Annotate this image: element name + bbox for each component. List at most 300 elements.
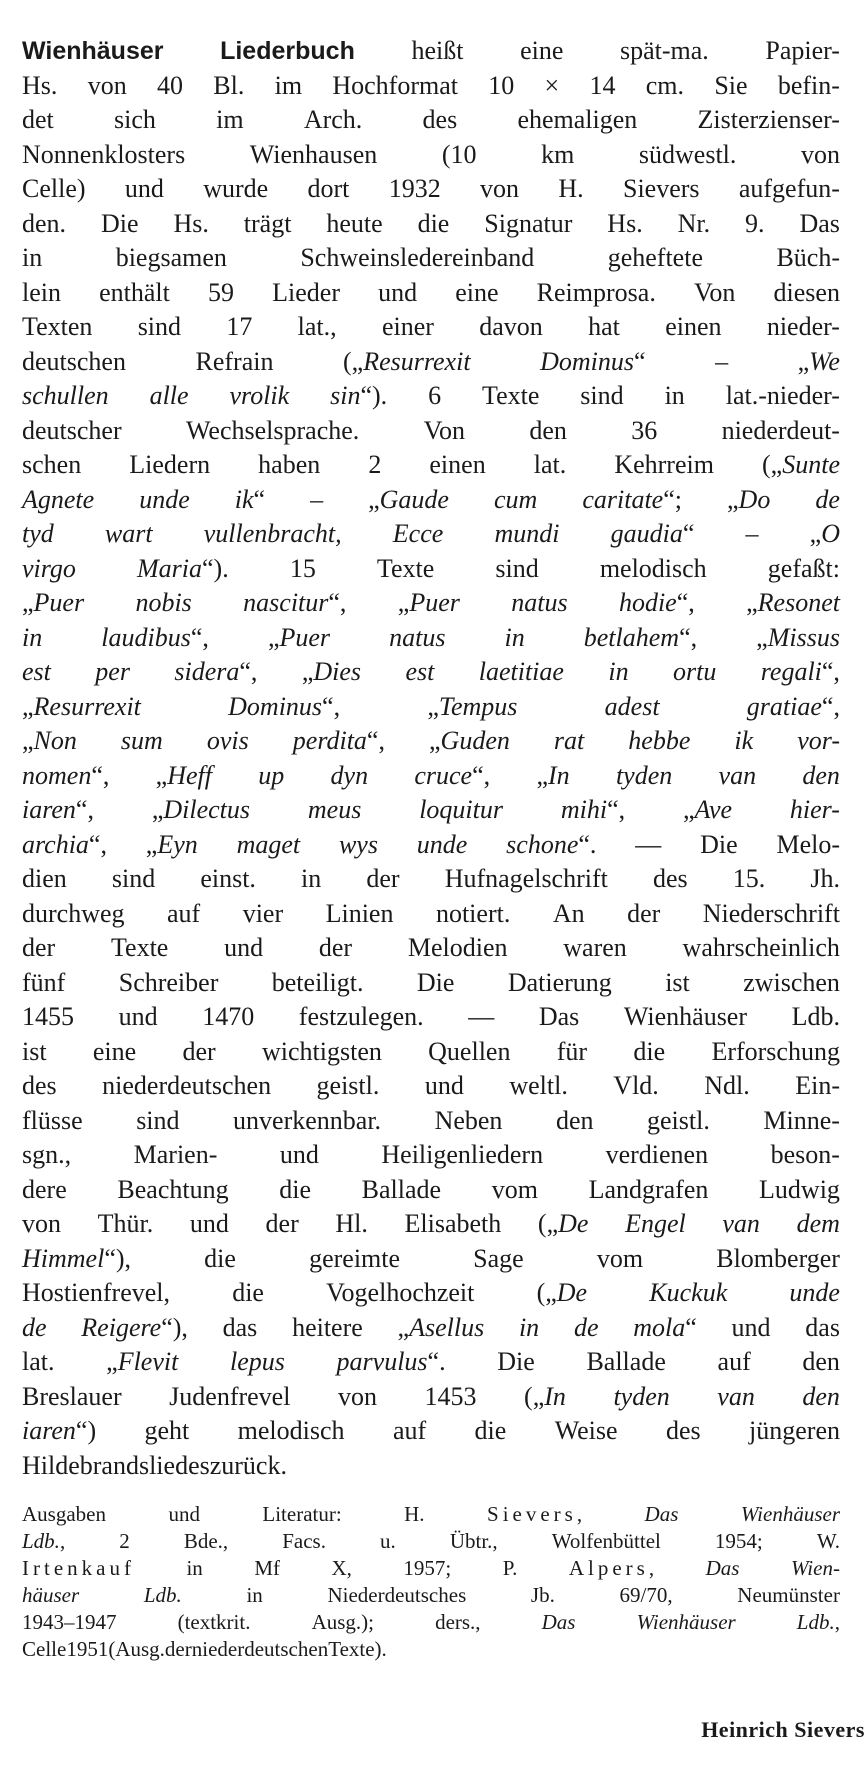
italic-text: cum	[494, 484, 538, 514]
plain-text: sgn.,	[22, 1140, 72, 1169]
word	[136, 1104, 179, 1139]
word	[98, 1207, 154, 1242]
word	[66, 1636, 108, 1663]
text-line	[22, 483, 840, 518]
plain-text: von	[22, 1209, 61, 1238]
plain-text: “.	[427, 1347, 446, 1376]
word	[715, 345, 728, 380]
plain-text: 10	[488, 70, 515, 100]
spaced-author-name: Sievers	[487, 1502, 577, 1526]
italic-text: gaudia	[610, 519, 683, 548]
plain-text: einen	[429, 450, 486, 479]
word	[22, 1609, 117, 1636]
word	[308, 172, 350, 207]
plain-text: Hs.	[173, 208, 209, 238]
word	[298, 310, 337, 345]
plain-text: Literatur:	[262, 1502, 342, 1526]
word	[480, 172, 519, 207]
word	[405, 1207, 502, 1242]
word	[428, 1035, 510, 1070]
plain-text: sich	[114, 105, 156, 134]
plain-text: trägt	[243, 208, 292, 238]
plain-text: diesen	[773, 277, 840, 307]
plain-text: Elisabeth	[404, 1209, 502, 1238]
plain-text: Lieder	[272, 277, 340, 307]
word	[81, 1311, 188, 1346]
word	[666, 1414, 701, 1449]
plain-text: des	[652, 864, 688, 893]
word	[756, 621, 840, 656]
plain-text: heißt	[411, 36, 464, 65]
plain-text: P.	[502, 1556, 518, 1580]
plain-text: „	[267, 622, 280, 652]
plain-text: in	[246, 1583, 263, 1607]
plain-text: sind	[137, 312, 182, 341]
plain-text: Melo-	[776, 829, 840, 859]
word	[190, 1207, 229, 1242]
word	[210, 1449, 287, 1484]
italic-text: Dilectus	[163, 795, 251, 824]
plain-text: vom	[491, 1174, 538, 1204]
plain-text: ,	[576, 1502, 583, 1526]
word	[254, 1555, 280, 1582]
italic-text: Ldb.	[143, 1583, 182, 1607]
italic-text: vrolik	[229, 381, 290, 410]
plain-text: 2	[119, 1529, 130, 1553]
plain-text: durchweg	[22, 898, 125, 928]
word	[790, 793, 840, 828]
plain-text: fünf	[22, 967, 66, 997]
plain-text: Ausgaben	[22, 1502, 106, 1526]
word	[101, 207, 139, 242]
italic-text: up	[258, 760, 285, 790]
word	[436, 897, 510, 932]
word	[243, 897, 283, 932]
text-line	[22, 241, 840, 276]
word	[508, 966, 612, 1001]
plain-text: 1455	[22, 1002, 74, 1031]
word	[718, 1345, 751, 1380]
word	[746, 586, 840, 621]
word	[230, 1345, 285, 1380]
word	[574, 1311, 599, 1346]
word	[429, 724, 510, 759]
plain-text: „	[368, 484, 380, 514]
word	[763, 1104, 840, 1139]
plain-text: Übtr.,	[449, 1529, 498, 1553]
plain-text: Minne-	[763, 1105, 840, 1135]
word	[580, 379, 623, 414]
italic-text: adest	[604, 691, 660, 721]
italic-text: Asellus	[409, 1312, 485, 1342]
plain-text: Wechselsprache.	[185, 415, 360, 445]
word	[411, 34, 463, 69]
plain-text: Hostienfrevel,	[22, 1278, 171, 1307]
word	[22, 1207, 61, 1242]
plain-text: 1453	[424, 1381, 477, 1411]
plain-text: –	[310, 484, 324, 514]
italic-text: Dominus	[228, 691, 323, 721]
plain-text: dort	[307, 174, 350, 203]
italic-text: hodie	[618, 588, 677, 617]
text-line	[22, 345, 840, 380]
word	[22, 1345, 55, 1380]
plain-text: eine	[520, 36, 564, 65]
plain-text: Wienhausen	[249, 139, 378, 169]
word	[268, 621, 330, 656]
plain-text: Neben	[434, 1105, 503, 1135]
word	[624, 1000, 747, 1035]
word	[608, 241, 703, 276]
italic-text: We	[809, 346, 840, 376]
word	[302, 655, 361, 690]
plain-text: einer	[381, 312, 434, 341]
word	[798, 345, 840, 380]
word	[511, 586, 567, 621]
plain-text: von	[800, 139, 840, 169]
word	[266, 1207, 299, 1242]
plain-text: Quellen	[428, 1036, 511, 1066]
plain-text: enthält	[99, 277, 170, 307]
plain-text: 17	[226, 312, 253, 341]
text-line	[22, 1449, 840, 1484]
word	[497, 1345, 535, 1380]
plain-text: auf	[717, 1347, 751, 1376]
italic-text: dyn	[330, 760, 369, 790]
word	[150, 379, 189, 414]
plain-text: spät-ma.	[619, 36, 709, 65]
word	[698, 103, 840, 138]
italic-text: häuser	[22, 1583, 80, 1607]
italic-text: Flevit	[117, 1347, 179, 1376]
word	[645, 1501, 679, 1528]
word	[569, 1555, 654, 1582]
italic-text: mola	[633, 1312, 686, 1342]
word	[106, 1345, 178, 1380]
italic-text: unde	[789, 1278, 840, 1307]
italic-text: den	[802, 760, 840, 790]
italic-text: rat	[553, 726, 585, 755]
word	[22, 1555, 135, 1582]
plain-text: Von	[423, 415, 466, 445]
word	[282, 1528, 326, 1555]
word	[112, 862, 155, 897]
word	[332, 69, 458, 104]
plain-text: die	[232, 1278, 264, 1307]
word	[537, 1276, 588, 1311]
plain-text: geistl.	[647, 1105, 710, 1135]
italic-text: Resonet	[757, 588, 840, 617]
word	[184, 1528, 228, 1555]
word	[22, 931, 55, 966]
plain-text: 15	[289, 553, 316, 583]
italic-text: Non	[33, 726, 77, 755]
plain-text: das	[805, 1312, 840, 1342]
word	[778, 69, 840, 104]
plain-text: das	[222, 1312, 258, 1342]
text-line	[22, 379, 840, 414]
word	[22, 1311, 47, 1346]
word	[479, 310, 543, 345]
italic-text: Puer	[279, 622, 331, 652]
word	[290, 552, 316, 587]
word	[542, 1609, 576, 1636]
word	[628, 724, 690, 759]
italic-text: unde	[416, 829, 468, 859]
plain-text: „	[155, 760, 168, 790]
plain-text: („	[537, 1209, 559, 1238]
word	[22, 759, 109, 794]
text-line	[22, 759, 840, 794]
text-line	[22, 552, 840, 587]
italic-text: sum	[120, 726, 163, 755]
word	[475, 1414, 507, 1449]
word	[22, 483, 94, 518]
text-line	[22, 1000, 840, 1035]
word	[93, 1035, 136, 1070]
word	[815, 483, 840, 518]
plain-text: und	[224, 933, 264, 962]
word	[537, 276, 656, 311]
word	[119, 1528, 130, 1555]
text-line	[22, 69, 840, 104]
italic-text: Puer	[409, 588, 460, 617]
text-line	[22, 172, 840, 207]
italic-text: tyd	[22, 519, 54, 548]
plain-text: Celle	[22, 1637, 67, 1661]
plain-text: „	[746, 588, 758, 617]
word	[146, 828, 198, 863]
italic-text: O	[821, 519, 840, 548]
italic-text: schullen	[22, 381, 109, 410]
word	[741, 1501, 840, 1528]
italic-text: archia	[22, 829, 89, 859]
word	[22, 1035, 47, 1070]
entry-body-text	[22, 34, 840, 1483]
word	[22, 862, 67, 897]
word	[393, 1414, 426, 1449]
plain-text: Ein-	[795, 1071, 840, 1100]
plain-text: Thür.	[97, 1209, 154, 1238]
word	[208, 276, 234, 311]
word	[683, 793, 732, 828]
text-line	[22, 1555, 840, 1582]
word	[605, 690, 660, 725]
plain-text: des	[422, 105, 458, 134]
word	[145, 1414, 190, 1449]
word	[117, 1173, 228, 1208]
italic-text: ik	[734, 726, 754, 755]
plain-text: melodisch	[599, 553, 707, 583]
word	[22, 552, 76, 587]
italic-text: Ecce	[392, 519, 444, 548]
word	[479, 655, 564, 690]
word	[135, 586, 191, 621]
word	[331, 1555, 351, 1582]
word	[428, 379, 441, 414]
word	[540, 345, 645, 380]
text-line	[22, 1345, 840, 1380]
plain-text: „	[22, 726, 34, 755]
plain-text: Texte	[110, 933, 169, 962]
word	[727, 483, 770, 518]
word	[114, 103, 156, 138]
italic-text: van	[722, 1209, 760, 1238]
word	[129, 448, 210, 483]
plain-text: Sie	[714, 70, 748, 100]
plain-text: Heiligenliedern	[381, 1140, 544, 1169]
word	[368, 448, 381, 483]
plain-text: niederdeut-	[721, 415, 840, 445]
plain-text: Die	[700, 829, 738, 859]
word	[404, 1501, 424, 1528]
plain-text: Bl.	[213, 70, 245, 100]
word	[589, 69, 615, 104]
italic-text: in	[22, 622, 43, 652]
word	[619, 586, 695, 621]
plain-text: Das	[538, 1002, 580, 1031]
text-line	[22, 862, 840, 897]
word	[767, 310, 840, 345]
italic-text: Das	[705, 1556, 740, 1580]
plain-text: waren	[563, 933, 627, 962]
italic-text: De	[558, 1209, 589, 1238]
word	[717, 1380, 755, 1415]
plain-text: den	[802, 1347, 840, 1376]
word	[614, 448, 714, 483]
plain-text: auf	[392, 1416, 427, 1445]
word	[405, 655, 434, 690]
italic-text: ik	[234, 484, 254, 514]
word	[734, 724, 753, 759]
word	[309, 1242, 400, 1277]
word	[802, 759, 840, 794]
plain-text: 9.	[745, 208, 765, 238]
plain-text: 14	[589, 70, 616, 100]
word	[611, 517, 695, 552]
word	[88, 69, 127, 104]
word	[235, 483, 265, 518]
plain-text: Ballade	[586, 1347, 666, 1376]
plain-text: geht	[144, 1416, 190, 1445]
italic-text: est	[22, 657, 51, 686]
italic-text: Ave	[694, 795, 733, 824]
word	[204, 517, 342, 552]
plain-text: der	[366, 864, 400, 893]
plain-text: 36	[631, 415, 658, 445]
word	[22, 69, 57, 104]
plain-text: Texte	[482, 381, 540, 410]
word	[101, 621, 209, 656]
plain-text: Hufnagelschrift	[444, 864, 608, 893]
word	[119, 966, 219, 1001]
text-line	[22, 1035, 840, 1070]
word	[119, 1000, 158, 1035]
word	[557, 1035, 587, 1070]
word	[494, 483, 537, 518]
plain-text: „	[397, 588, 410, 617]
plain-text: An	[552, 898, 585, 928]
word	[22, 1104, 83, 1139]
word	[704, 1069, 750, 1104]
text-line	[22, 1380, 840, 1415]
text-line	[22, 34, 840, 69]
word	[362, 1173, 441, 1208]
plain-text: km	[541, 139, 575, 169]
plain-text: “,	[679, 622, 698, 652]
word	[326, 207, 382, 242]
plain-text: festzulegen.	[298, 1002, 424, 1031]
plain-text: der	[182, 1036, 216, 1066]
italic-text: Wienhäuser	[636, 1610, 736, 1634]
word	[759, 1173, 840, 1208]
italic-text: Resurrexit	[363, 346, 471, 376]
word	[625, 1207, 686, 1242]
word	[791, 1555, 840, 1582]
word	[776, 241, 840, 276]
word	[503, 1555, 518, 1582]
plain-text: Die	[100, 208, 139, 238]
word	[312, 1609, 374, 1636]
plain-text: –	[715, 346, 729, 376]
text-line	[22, 793, 840, 828]
word	[22, 897, 125, 932]
word	[398, 586, 460, 621]
word	[95, 655, 130, 690]
plain-text: lat.,	[297, 312, 337, 341]
plain-text: ders.,	[435, 1610, 481, 1634]
text-line	[22, 690, 840, 725]
italic-text: Das	[644, 1502, 679, 1526]
word	[293, 724, 385, 759]
plain-text: von	[337, 1381, 377, 1411]
word	[203, 172, 268, 207]
plain-text: “),	[104, 1243, 132, 1273]
plain-text: “,	[821, 657, 840, 686]
word	[635, 828, 661, 863]
italic-text: In	[547, 760, 570, 790]
plain-text: Landgrafen	[588, 1174, 709, 1204]
word	[22, 1138, 71, 1173]
word	[765, 34, 840, 69]
word	[531, 1582, 555, 1609]
text-line	[22, 310, 840, 345]
plain-text: dere	[22, 1174, 67, 1204]
plain-text: Hl.	[335, 1209, 368, 1238]
plain-text: Zisterzienser-	[697, 105, 840, 134]
word	[504, 621, 524, 656]
plain-text: 40	[156, 70, 183, 100]
plain-text: lat.	[533, 450, 567, 479]
word	[792, 1000, 840, 1035]
word	[292, 1311, 363, 1346]
word	[607, 207, 642, 242]
italic-text: Do	[738, 484, 771, 514]
word	[613, 1380, 669, 1415]
italic-text: Gaude	[379, 484, 449, 514]
plain-text: Reimprosa.	[536, 277, 656, 307]
plain-text: befin-	[777, 70, 840, 100]
word	[408, 931, 508, 966]
word	[468, 1000, 494, 1035]
italic-text: Ldb.	[22, 1529, 60, 1553]
lexicon-entry	[22, 34, 840, 1663]
word	[216, 103, 243, 138]
plain-text: Liedern	[129, 450, 211, 479]
plain-text: X,	[331, 1556, 352, 1580]
plain-text: “,	[676, 588, 695, 617]
word	[417, 828, 468, 863]
